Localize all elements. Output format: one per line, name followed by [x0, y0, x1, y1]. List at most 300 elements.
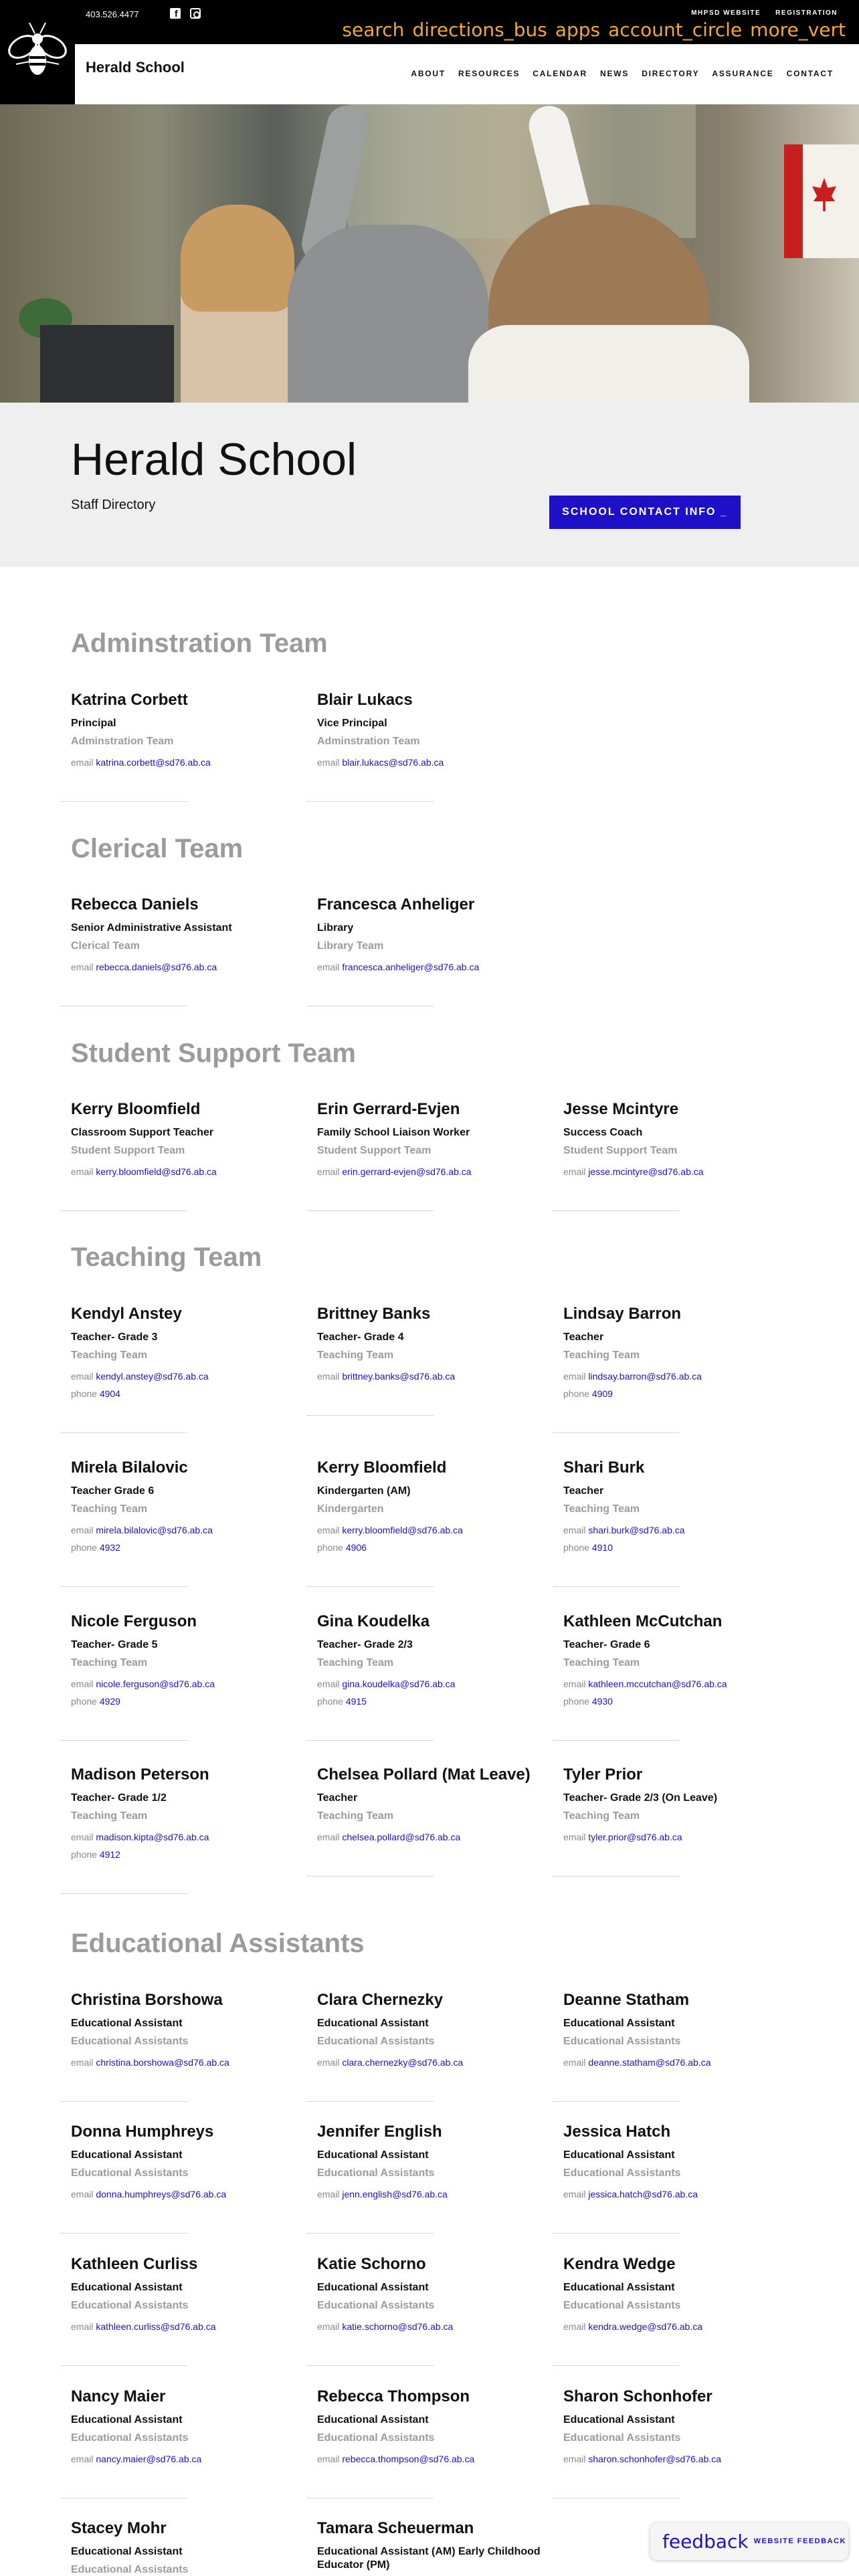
staff-name: Clara Chernezky [317, 1991, 444, 2009]
nav-about[interactable]: ABOUT [411, 69, 446, 78]
card-divider [306, 1586, 434, 1587]
staff-name: Blair Lukacs [317, 691, 413, 709]
feedback-icon: feedback [662, 2530, 749, 2553]
staff-email-link[interactable]: jesse.mcintyre@sd76.ab.ca [588, 1166, 704, 1177]
email-label: email [71, 1166, 94, 1177]
staff-phone-link[interactable]: 4929 [99, 1696, 120, 1707]
section-title: Clerical Team [71, 834, 244, 863]
staff-card [317, 690, 565, 768]
search-icon[interactable]: search [342, 19, 405, 41]
staff-phone-row [71, 1541, 318, 1553]
staff-role: Teacher Grade 6 [71, 1485, 155, 1497]
staff-team: Teaching Team [71, 1657, 148, 1669]
staff-email-row [71, 2056, 318, 2068]
email-label: email [317, 962, 340, 972]
staff-email-row [71, 1370, 318, 1382]
staff-role: Educational Assistant [317, 2018, 429, 2029]
staff-email-row [317, 2056, 565, 2068]
staff-name: Nancy Maier [71, 2387, 166, 2405]
staff-team: Educational Assistants [317, 2036, 435, 2047]
staff-card [563, 2254, 811, 2333]
staff-name: Donna Humphreys [71, 2123, 214, 2141]
staff-email-link[interactable]: clara.chernezky@sd76.ab.ca [342, 2057, 464, 2068]
staff-role: Teacher- Grade 1/2 [71, 1792, 167, 1804]
card-divider [60, 2101, 187, 2102]
staff-email-row [317, 756, 565, 768]
staff-email-row [71, 1831, 318, 1843]
staff-email-row [317, 2453, 565, 2465]
staff-email-row [71, 961, 318, 973]
staff-card [317, 2122, 565, 2200]
staff-team: Teaching Team [563, 1503, 640, 1515]
staff-email-row [563, 2321, 811, 2333]
phone-label: phone [317, 1696, 343, 1707]
staff-name: Tyler Prior [563, 1765, 643, 1784]
staff-email-link[interactable]: madison.kipta@sd76.ab.ca [96, 1832, 209, 1842]
staff-role: Educational Assistant (AM) Early Childhood Educator (PM) [317, 2546, 541, 2571]
page-banner [0, 403, 859, 567]
staff-email-link[interactable]: mirela.bilalovic@sd76.ab.ca [96, 1525, 213, 1535]
staff-team: Teaching Team [71, 1810, 148, 1822]
staff-name: Katrina Corbett [71, 691, 188, 709]
staff-phone-row [563, 1541, 811, 1553]
staff-name: Lindsay Barron [563, 1305, 682, 1323]
card-divider [306, 1210, 434, 1211]
staff-role: Educational Assistant [563, 2149, 675, 2161]
staff-team: Teaching Team [317, 1810, 394, 1822]
staff-email-link[interactable]: jessica.hatch@sd76.ab.ca [588, 2189, 698, 2199]
logo[interactable] [0, 0, 75, 104]
email-label: email [71, 2454, 94, 2464]
staff-email-row [563, 1370, 811, 1382]
staff-name: Kathleen McCutchan [563, 1612, 723, 1630]
card-divider [553, 1586, 680, 1587]
phone-label: phone [71, 1388, 97, 1399]
card-divider [60, 801, 187, 802]
staff-email-link[interactable]: kendra.wedge@sd76.ab.ca [588, 2321, 703, 2332]
staff-email-link[interactable]: rebecca.daniels@sd76.ab.ca [96, 962, 217, 972]
staff-name: Katie Schorno [317, 2255, 426, 2273]
staff-phone-row [317, 1541, 565, 1553]
staff-email-link[interactable]: sharon.schonhofer@sd76.ab.ca [588, 2454, 722, 2464]
email-label: email [71, 1832, 94, 1842]
staff-email-row [317, 1524, 565, 1536]
staff-role: Teacher [563, 1331, 604, 1343]
staff-role: Vice Principal [317, 718, 387, 729]
staff-card [71, 1304, 318, 1400]
staff-phone-link[interactable]: 4906 [345, 1542, 367, 1553]
nav-assurance[interactable]: ASSURANCE [712, 69, 774, 78]
staff-name: Kerry Bloomfield [71, 1100, 201, 1118]
section-title: Adminstration Team [71, 629, 328, 658]
section-title: Educational Assistants [71, 1929, 365, 1958]
email-label: email [563, 2454, 586, 2464]
staff-email-row [317, 1678, 565, 1690]
staff-card [563, 2387, 811, 2465]
nav-resources[interactable]: RESOURCES [458, 69, 520, 78]
page-subtitle: Staff Directory [71, 498, 156, 512]
staff-role: Teacher [317, 1792, 358, 1804]
staff-email-link[interactable]: blair.lukacs@sd76.ab.ca [342, 757, 444, 768]
staff-email-link[interactable]: erin.gerrard-evjen@sd76.ab.ca [342, 1166, 472, 1177]
staff-name: Kathleen Curliss [71, 2255, 198, 2273]
staff-email-link[interactable]: gina.koudelka@sd76.ab.ca [342, 1679, 456, 1689]
staff-name: Chelsea Pollard (Mat Leave) [317, 1765, 531, 1784]
staff-email-row [563, 1831, 811, 1843]
staff-card [317, 2254, 565, 2333]
nav-calendar[interactable]: CALENDAR [533, 69, 587, 78]
staff-phone-link[interactable]: 4912 [99, 1849, 120, 1860]
staff-role: Family School Liaison Worker [317, 1127, 470, 1138]
staff-card [71, 1458, 318, 1553]
staff-role: Educational Assistant [317, 2282, 429, 2293]
account-circle-icon[interactable]: account_circle [608, 19, 743, 41]
staff-phone-link[interactable]: 4909 [591, 1388, 613, 1399]
staff-team: Educational Assistants [71, 2300, 189, 2311]
card-divider [60, 2233, 187, 2234]
staff-role: Educational Assistant [563, 2282, 675, 2293]
phone-label: phone [71, 1542, 97, 1553]
staff-card [71, 1612, 318, 1707]
site-name[interactable]: Herald School [86, 59, 185, 76]
email-label: email [563, 2189, 586, 2199]
bee-logo-icon [0, 0, 75, 104]
card-divider [306, 801, 434, 802]
staff-email-row [563, 2453, 811, 2465]
canada-flag-icon [784, 144, 859, 258]
section-title: Student Support Team [71, 1039, 356, 1068]
staff-role: Teacher- Grade 2/3 [317, 1639, 413, 1650]
email-label: email [563, 1166, 586, 1177]
staff-phone-link[interactable]: 4915 [345, 1696, 367, 1707]
staff-role: Teacher- Grade 2/3 (On Leave) [563, 1792, 718, 1804]
staff-role: Senior Administrative Assistant [71, 922, 232, 934]
staff-email-link[interactable]: kathleen.curliss@sd76.ab.ca [96, 2321, 216, 2332]
phone-label: phone [563, 1542, 589, 1553]
staff-team: Educational Assistants [71, 2036, 189, 2047]
email-label: email [317, 2189, 340, 2199]
card-divider [306, 2101, 434, 2102]
staff-email-link[interactable]: kerry.bloomfield@sd76.ab.ca [96, 1166, 217, 1177]
staff-name: Jessica Hatch [563, 2123, 671, 2141]
staff-card [563, 1099, 811, 1178]
staff-name: Madison Peterson [71, 1765, 209, 1784]
staff-role: Teacher- Grade 3 [71, 1331, 158, 1343]
school-contact-info-button[interactable]: SCHOOL CONTACT INFO _ [549, 496, 741, 529]
staff-card [317, 1458, 565, 1553]
staff-name: Kendyl Anstey [71, 1305, 182, 1323]
staff-role: Teacher- Grade 6 [563, 1639, 650, 1650]
staff-email-link[interactable]: donna.humphreys@sd76.ab.ca [96, 2189, 227, 2199]
feedback-label: WEBSITE FEEDBACK [753, 2537, 846, 2545]
staff-phone-row [317, 1695, 565, 1707]
card-divider [306, 1415, 434, 1416]
staff-phone-row [563, 1388, 811, 1400]
staff-card [563, 1458, 811, 1553]
staff-role: Kindergarten (AM) [317, 1485, 411, 1497]
staff-card [317, 2387, 565, 2465]
card-divider [553, 1210, 680, 1211]
staff-role: Educational Assistant [71, 2546, 183, 2557]
nav-news[interactable]: NEWS [599, 69, 630, 78]
staff-card [563, 1765, 811, 1843]
staff-role: Educational Assistant [563, 2414, 675, 2426]
staff-email-row [563, 1166, 811, 1178]
staff-email-row [317, 2321, 565, 2333]
staff-team: Student Support Team [563, 1145, 678, 1156]
staff-email-link[interactable]: nancy.maier@sd76.ab.ca [96, 2454, 202, 2464]
top-links [691, 9, 838, 17]
staff-email-row [317, 1166, 565, 1178]
card-divider [553, 1740, 680, 1741]
staff-name: Nicole Ferguson [71, 1612, 197, 1630]
staff-role: Teacher- Grade 4 [317, 1331, 404, 1343]
staff-card [317, 1304, 565, 1382]
staff-email-row [563, 2188, 811, 2200]
email-label: email [317, 2454, 340, 2464]
staff-email-row [563, 2056, 811, 2068]
email-label: email [563, 1679, 586, 1689]
hero-image [0, 104, 859, 403]
staff-email-row [317, 961, 565, 973]
staff-name: Christina Borshowa [71, 1991, 223, 2009]
section-title: Teaching Team [71, 1243, 262, 1272]
staff-email-link[interactable]: francesca.anheliger@sd76.ab.ca [342, 962, 480, 972]
staff-team: Educational Assistants [563, 2036, 681, 2047]
staff-phone-link[interactable]: 4930 [591, 1696, 613, 1707]
staff-role: Educational Assistant [563, 2018, 675, 2029]
staff-team: Educational Assistants [71, 2564, 189, 2575]
staff-name: Erin Gerrard-Evjen [317, 1100, 460, 1118]
phone-label: phone [71, 1849, 97, 1860]
staff-team: Teaching Team [563, 1657, 640, 1669]
staff-email-link[interactable]: tyler.prior@sd76.ab.ca [588, 1832, 682, 1842]
nav-contact[interactable]: CONTACT [786, 69, 834, 78]
utility-icons [342, 20, 846, 40]
staff-team: Educational Assistants [317, 2167, 435, 2179]
staff-phone-link[interactable]: 4904 [99, 1388, 120, 1399]
staff-name: Deanne Statham [563, 1991, 690, 2009]
staff-name: Kerry Bloomfield [317, 1459, 447, 1477]
email-label: email [563, 1525, 586, 1535]
card-divider [306, 2233, 434, 2234]
staff-team: Educational Assistants [563, 2432, 681, 2444]
email-label: email [317, 1371, 340, 1382]
staff-team: Teaching Team [71, 1350, 148, 1361]
card-divider [306, 2365, 434, 2366]
staff-card [71, 2254, 318, 2333]
staff-name: Francesca Anheliger [317, 895, 475, 914]
staff-email-row [71, 2453, 318, 2465]
email-label: email [563, 1371, 586, 1382]
email-label: email [317, 1525, 340, 1535]
email-label: email [71, 757, 94, 768]
staff-phone-link[interactable]: 4910 [591, 1542, 613, 1553]
staff-team: Teaching Team [71, 1503, 148, 1515]
staff-card [71, 2518, 318, 2576]
staff-name: Sharon Schonhofer [563, 2387, 712, 2405]
staff-email-row [317, 1831, 565, 1843]
staff-card [71, 1990, 318, 2068]
staff-role: Educational Assistant [317, 2149, 429, 2161]
top-bar [0, 0, 859, 44]
staff-email-row [317, 1370, 565, 1382]
site-header [0, 44, 859, 104]
staff-card [71, 1765, 318, 1860]
staff-email-row [563, 1524, 811, 1536]
staff-email-row [317, 2188, 565, 2200]
phone-number[interactable]: 403.526.4477 [86, 9, 139, 19]
staff-card [317, 1099, 565, 1178]
staff-email-link[interactable]: nicole.ferguson@sd76.ab.ca [96, 1679, 215, 1689]
card-divider [60, 1740, 187, 1741]
staff-email-link[interactable]: shari.burk@sd76.ab.ca [588, 1525, 685, 1535]
staff-role: Classroom Support Teacher [71, 1127, 214, 1138]
facebook-icon[interactable] [170, 8, 181, 19]
staff-phone-row [71, 1848, 318, 1860]
staff-role: Teacher [563, 1485, 604, 1497]
staff-name: Tamara Scheuerman [317, 2519, 474, 2537]
staff-team: Adminstration Team [71, 736, 174, 747]
staff-role: Educational Assistant [71, 2282, 183, 2293]
email-label: email [317, 757, 340, 768]
staff-team: Adminstration Team [317, 736, 420, 747]
email-label: email [71, 2321, 94, 2332]
card-divider [553, 2101, 680, 2102]
card-divider [306, 1740, 434, 1741]
staff-role: Principal [71, 718, 116, 729]
staff-card [563, 1990, 811, 2068]
phone-label: phone [563, 1388, 589, 1399]
staff-email-row [71, 1524, 318, 1536]
staff-email-link[interactable]: katrina.corbett@sd76.ab.ca [96, 757, 211, 768]
staff-phone-row [563, 1695, 811, 1707]
staff-team: Educational Assistants [317, 2300, 435, 2311]
email-label: email [563, 2321, 586, 2332]
staff-phone-row [71, 1388, 318, 1400]
staff-role: Educational Assistant [71, 2149, 183, 2161]
card-divider [60, 1893, 187, 1894]
more-vert-icon[interactable]: more_vert [750, 19, 846, 41]
staff-team: Educational Assistants [317, 2432, 435, 2444]
card-divider [553, 2233, 680, 2234]
card-divider [60, 1210, 187, 1211]
directions-bus-icon[interactable]: directions_bus [412, 19, 547, 41]
mhpsd-website-link[interactable]: MHPSD WEBSITE [691, 9, 761, 17]
staff-email-row [71, 1678, 318, 1690]
card-divider [553, 2365, 680, 2366]
staff-card [563, 1612, 811, 1707]
social-links [170, 8, 201, 19]
staff-card [317, 1765, 565, 1843]
page-title: Herald School [71, 434, 357, 485]
staff-email-link[interactable]: brittney.banks@sd76.ab.ca [342, 1371, 456, 1382]
card-divider [60, 1432, 187, 1433]
staff-email-row [71, 1166, 318, 1178]
email-label: email [71, 1679, 94, 1689]
staff-email-row [563, 1678, 811, 1690]
phone-label: phone [563, 1696, 589, 1707]
staff-card [563, 2122, 811, 2200]
staff-team: Educational Assistants [71, 2167, 189, 2179]
staff-card [317, 1612, 565, 1707]
staff-role: Success Coach [563, 1127, 643, 1138]
staff-email-link[interactable]: christina.borshowa@sd76.ab.ca [96, 2057, 229, 2068]
staff-role: Educational Assistant [71, 2018, 183, 2029]
staff-card [317, 1990, 565, 2068]
staff-team: Clerical Team [71, 940, 140, 952]
registration-link[interactable]: REGISTRATION [775, 9, 838, 17]
staff-team: Educational Assistants [71, 2432, 189, 2444]
email-label: email [317, 1166, 340, 1177]
staff-team: Kindergarten [317, 1503, 384, 1515]
main-nav [411, 69, 834, 78]
staff-name: Gina Koudelka [317, 1612, 430, 1630]
staff-card [71, 690, 318, 768]
staff-team: Student Support Team [317, 1145, 432, 1156]
staff-team: Student Support Team [71, 1145, 185, 1156]
email-label: email [71, 2057, 94, 2068]
staff-role: Teacher- Grade 5 [71, 1639, 158, 1650]
email-label: email [71, 2189, 94, 2199]
staff-name: Mirela Bilalovic [71, 1459, 188, 1477]
staff-role: Educational Assistant [317, 2414, 429, 2426]
staff-phone-link[interactable]: 4932 [99, 1542, 120, 1553]
staff-card [71, 2122, 318, 2200]
staff-role: Library [317, 922, 354, 934]
staff-name: Jennifer English [317, 2123, 442, 2141]
apps-icon[interactable]: apps [555, 19, 601, 41]
staff-name: Kendra Wedge [563, 2255, 676, 2273]
email-label: email [317, 1679, 340, 1689]
nav-directory[interactable]: DIRECTORY [642, 69, 700, 78]
email-label: email [317, 1832, 340, 1842]
staff-team: Teaching Team [563, 1350, 640, 1361]
staff-email-link[interactable]: rebecca.thompson@sd76.ab.ca [342, 2454, 475, 2464]
staff-email-link[interactable]: kendyl.anstey@sd76.ab.ca [96, 1371, 209, 1382]
staff-email-link[interactable]: lindsay.barron@sd76.ab.ca [588, 1371, 702, 1382]
staff-name: Shari Burk [563, 1459, 645, 1477]
staff-team: Educational Assistants [563, 2300, 681, 2311]
website-feedback-button[interactable] [650, 2523, 848, 2560]
instagram-icon[interactable] [190, 8, 201, 19]
staff-phone-row [71, 1695, 318, 1707]
staff-email-link[interactable]: kathleen.mccutchan@sd76.ab.ca [588, 1679, 727, 1689]
staff-email-link[interactable]: deanne.statham@sd76.ab.ca [588, 2057, 711, 2068]
staff-role: Educational Assistant [71, 2414, 183, 2426]
staff-card [71, 1099, 318, 1178]
card-divider [60, 1586, 187, 1587]
card-divider [553, 1432, 680, 1433]
staff-name: Rebecca Daniels [71, 895, 199, 914]
staff-email-link[interactable]: kerry.bloomfield@sd76.ab.ca [342, 1525, 463, 1535]
staff-email-link[interactable]: jenn.english@sd76.ab.ca [342, 2189, 448, 2199]
staff-team: Teaching Team [317, 1350, 394, 1361]
staff-email-row [71, 756, 318, 768]
staff-name: Stacey Mohr [71, 2519, 167, 2537]
staff-email-link[interactable]: katie.schorno@sd76.ab.ca [342, 2321, 454, 2332]
staff-email-link[interactable]: chelsea.pollard@sd76.ab.ca [342, 1832, 461, 1842]
email-label: email [71, 1525, 94, 1535]
staff-name: Jesse Mcintyre [563, 1100, 679, 1118]
email-label: email [563, 2057, 586, 2068]
phone-label: phone [71, 1696, 97, 1707]
staff-card [563, 1304, 811, 1400]
staff-email-row [71, 2321, 318, 2333]
email-label: email [71, 1371, 94, 1382]
email-label: email [71, 962, 94, 972]
staff-card [71, 895, 318, 973]
